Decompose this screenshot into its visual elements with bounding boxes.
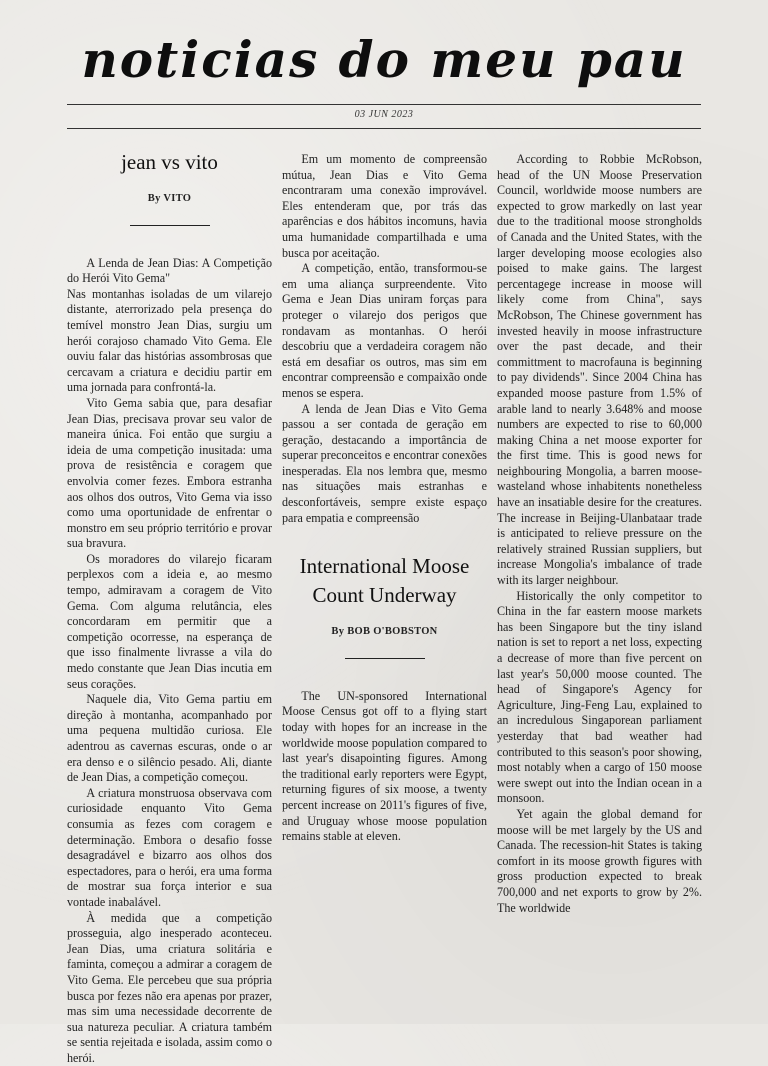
article1-paragraph: Em um momento de compreensão mútua, Jean Dias e Vito Gema encontraram uma conexão improvável. Eles entenderam que, por trás das aparências e dos hábitos incomuns, havia uma humanidade compartilhada e uma busca por aceitação. — [282, 152, 487, 260]
article1-divider — [130, 225, 210, 226]
column-1 — [67, 148, 272, 1066]
article2-paragraph: Historically the only competitor to China in the far eastern moose markets has been Singapore but the tiny island nation is set to report a net loss, expecting a decrease of more than five percent on last year's 50,000 moose counted. The head of Singapore's Agency for Agriculture, Jing-Feng Lau, explained to an incredulous Singaporean parliament yesterday that bad weather had contributed to this season's poor showing, most notably when a cargo of 150 moose were swept out into the Indian ocean in a monsoon. — [497, 588, 702, 806]
article1-paragraph: A criatura monstruosa observava com curiosidade enquanto Vito Gema consumia as fezes com coragem e determinação. Embora o desafio fosse desagradável e bizarro aos olhos dos espectadores, para o herói, era uma forma de mostrar sua força interior e sua vontade inabalável. — [67, 785, 272, 909]
column-2 — [282, 152, 487, 845]
article2-paragraph: The UN-sponsored International Moose Census got off to a flying start today with hopes for an increase in the worldwide moose population compared to last year's disapointing figures. Among the traditional early reporters were Egypt, returning figures of six moose, a twenty percent increase on 2011's figures of five, and Uruguay whose moose population remains stable at eleven. — [282, 688, 487, 844]
article2-byline: By BOB O'BOBSTON — [331, 626, 438, 638]
article2-paragraph: According to Robbie McRobson, head of the UN Moose Preservation Council, worldwide moose numbers are expected to grow markedly on last year due to the traditional moose strongholds of Canada and the United States, with the larger developing moose ecologies also poised to make gains. The largest percentagege increase in moose will likely come from China", says McRobson, The Chinese government has invested heavily in moose infrastructure over the past decade, and their committment to macrofauna is beginning to pay dividends". Since 2004 China has expanded moose pasture from 1.5% of arable land to nearly 3.648% and moose numbers are expected to rise to 60,000 making China a net moose exporter for the first time. This is good news for neighbouring Mongolia, a barren moose-wasteland whose inhabitents nonetheless have an insatiable desire for the creatures. The increase in Beijing-Ulanbataar trade is anticipated to relieve pressure on the relatively strained Russian suppliers, but increase Mongolia's imbalance of trade with its larger neighbour. — [497, 152, 702, 588]
masthead-title: noticias do meu pau — [81, 30, 687, 89]
article1-paragraph: Naquele dia, Vito Gema partiu em direção à montanha, acompanhado por uma pequena multidão curiosa. Ele adentrou as cavernas escuras, onde o ar era denso e o silêncio pesado. Ali, diante de Jean Dias, a competição começou. — [67, 692, 272, 785]
column-3 — [497, 152, 702, 916]
article1-paragraph: A competição, então, transformou-se em uma aliança surpreendente. Vito Gema e Jean Dias uniram forças para proteger o vilarejo dos perigos que rondavam as montanhas. O herói descobriu que a verdadeira coragem não está em desafiar os outros, mas sim em encontrar compreensão e compaixão onde menos se espera. — [282, 261, 487, 400]
article1-byline: By VITO — [147, 193, 192, 204]
article1-paragraph: A Lenda de Jean Dias: A Competição do Herói Vito Gema" — [67, 255, 272, 286]
dateline: 03 JUN 2023 — [354, 109, 414, 120]
article1-paragraph: A lenda de Jean Dias e Vito Gema passou a ser contada de geração em geração, destacando a importância de superar preconceitos e encontrar conexões inesperadas. Ela nos lembra que, mesmo nas situações mais estranhas e desconfortáveis, sempre existe espaço para empatia e compreensão — [282, 401, 487, 525]
bottom-rule — [67, 128, 701, 129]
article1-paragraph: Nas montanhas isoladas de um vilarejo distante, aterrorizado pela presença do temível monstro Jean Dias, surgiu um herói corajoso chamado Vito Gema. Ele ouviu falar das histórias assombrosas que cercavam a criatura e decidiu partir em uma jornada para confrontá-la. — [67, 286, 272, 395]
article1-headline: jean vs vito — [121, 150, 218, 174]
article2-divider — [345, 658, 425, 659]
top-rule — [67, 104, 701, 105]
article1-paragraph: Os moradores do vilarejo ficaram perplexos com a ideia e, ao mesmo tempo, admiravam a coragem de Vito Gema. Com alguma relutância, eles concordaram em permitir que a competição ocorresse, na esperança de que isso finalmente livrasse a vila do medo constante que Jean Dias incutia em seus corações. — [67, 551, 272, 691]
article2-paragraph: Yet again the global demand for moose will be met largely by the US and Canada. The recession-hit States is taking comfort in its moose growth figures with gross production expected to break 700,000 and net exports to grow by 2%. The worldwide — [497, 806, 702, 915]
article2-headline: International Moose Count Underway — [299, 554, 470, 608]
article1-paragraph: Vito Gema sabia que, para desafiar Jean Dias, precisava provar seu valor de maneira única. Foi então que surgiu a ideia de uma competição inusitada: uma prova de resistência e coragem que envolvia comer fezes. Embora estranha aos olhos dos outros, Vito Gema via isso como uma oportunidade de enfrentar o monstro em seu próprio território e provar sua bravura. — [67, 395, 272, 551]
article1-paragraph: À medida que a competição prosseguia, algo inesperado aconteceu. Jean Dias, uma criatura solitária e faminta, começou a admirar a coragem de Vito Gema. Ele percebeu que sua própria busca por fezes não era apenas por prazer, mas sim uma necessidade decorrente de sua natureza peculiar. A criatura também se sentia rejeitada e isolada, assim como o herói. — [67, 910, 272, 1065]
